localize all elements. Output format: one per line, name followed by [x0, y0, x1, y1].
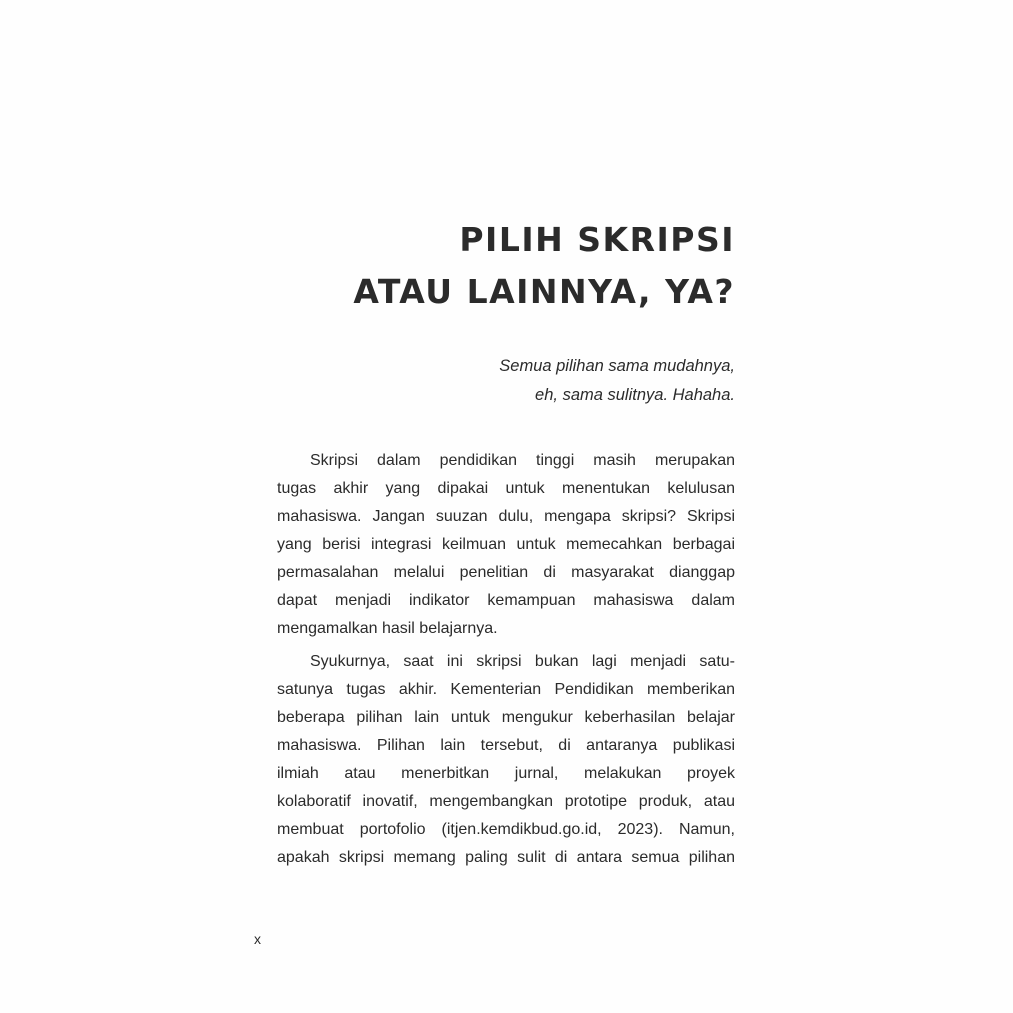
body-text: [277, 447, 735, 872]
paragraph-line: mahasiswa. Jangan suuzan dulu, mengapa skripsi? Skripsi: [277, 508, 735, 525]
paragraph-2: [277, 648, 735, 872]
epigraph-line-1: Semua pilihan sama mudahnya,: [499, 357, 735, 375]
paragraph-line: permasalahan melalui penelitian di masyarakat dianggap: [277, 564, 735, 581]
paragraph-line: beberapa pilihan lain untuk mengukur keberhasilan belajar: [277, 709, 735, 726]
paragraph-line: apakah skripsi memang paling sulit di antara semua pilihan: [277, 849, 735, 866]
paragraph-line: satunya tugas akhir. Kementerian Pendidikan memberikan: [277, 681, 735, 698]
paragraph-line: tugas akhir yang dipakai untuk menentukan kelulusan: [277, 480, 735, 497]
paragraph-line: dapat menjadi indikator kemampuan mahasiswa dalam: [277, 592, 735, 609]
paragraph-line: ilmiah atau menerbitkan jurnal, melakukan proyek: [277, 765, 735, 782]
page-number: x: [254, 931, 261, 947]
paragraph-line: yang berisi integrasi keilmuan untuk memecahkan berbagai: [277, 536, 735, 553]
paragraph-line: mengamalkan hasil belajarnya.: [277, 620, 498, 637]
paragraph-line: kolaboratif inovatif, mengembangkan prototipe produk, atau: [277, 793, 735, 810]
epigraph: [277, 352, 735, 410]
paragraph-line: mahasiswa. Pilihan lain tersebut, di antaranya publikasi: [277, 737, 735, 754]
chapter-title-line-2: ATAU LAINNYA, YA?: [353, 272, 735, 311]
paragraph-line: Skripsi dalam pendidikan tinggi masih merupakan: [310, 452, 735, 469]
paragraph-line: Syukurnya, saat ini skripsi bukan lagi menjadi satu-: [310, 653, 735, 670]
epigraph-line-2: eh, sama sulitnya. Hahaha.: [535, 386, 735, 404]
paragraph-1: [277, 447, 735, 643]
chapter-title: [277, 214, 735, 318]
paragraph-line: membuat portofolio (itjen.kemdikbud.go.id, 2023). Namun,: [277, 821, 735, 838]
chapter-title-line-1: PILIH SKRIPSI: [459, 220, 735, 259]
